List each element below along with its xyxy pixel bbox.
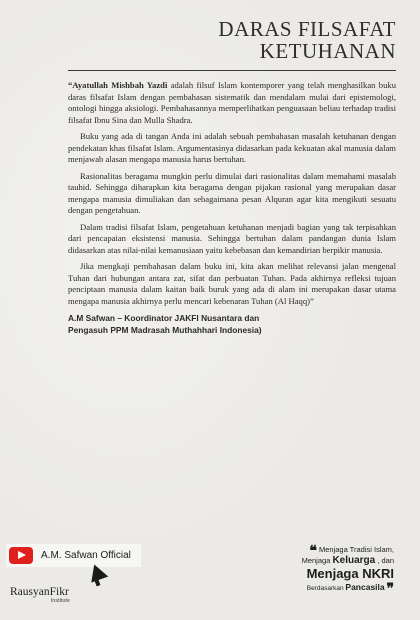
publisher-slogan bbox=[244, 542, 394, 596]
youtube-channel-badge[interactable] bbox=[6, 544, 141, 567]
open-quote-icon: ❝ bbox=[309, 542, 317, 558]
endorser-signature bbox=[68, 312, 396, 336]
signature-line-2: Pengasuh PPM Madrasah Muthahhari Indonesia) bbox=[68, 325, 262, 335]
blurb-paragraph-5: Jika mengkaji pembahasan dalam buku ini, kita akan melihat relevansi jalan mengenal Tuhan dari hubungan antara zat, sifat dan perbuatan Tuhan. Pada akhirnya refleksi tujuan penciptaan manusia dalam kaitan baik buruk yang ada di alam ini merupakan dasar utama mengapa manusia akhirnya perlu mencari kebenaran Tuhan (Al Haqq)” bbox=[68, 261, 396, 306]
slogan-line-4: Berdasarkan Pancasila ❞ bbox=[306, 580, 394, 596]
book-title-line-2: KETUHANAN bbox=[259, 39, 396, 63]
blurb-text bbox=[68, 80, 396, 336]
slogan-line-1: ❝ Menjaga Tradisi Islam, bbox=[309, 542, 394, 558]
slogan-line-3: Menjaga NKRI bbox=[306, 566, 394, 581]
publisher-logo bbox=[10, 586, 72, 604]
publisher-name: RausyanFikr bbox=[10, 586, 69, 598]
channel-label: A.M. Safwan Official bbox=[41, 550, 131, 561]
blurb-paragraph-4: Dalam tradisi filsafat Islam, pengetahuan ketuhanan menjadi bagian yang tak terpisahkan dari pencapaian eksistensi manusia. Sehingga bertuhan dalam pandangan dunia Islam didasarkan atas nilai-nilai kemanusiaan yaitu kebebasan dan kemandirian berpikir manusia. bbox=[68, 221, 396, 255]
youtube-icon bbox=[9, 547, 33, 564]
author-name: “Ayatullah Mishbah Yazdi bbox=[68, 80, 168, 90]
book-title-line-1: DARAS FILSAFAT bbox=[218, 17, 396, 41]
slogan-line-2: Menjaga Keluarga , dan bbox=[301, 555, 394, 566]
signature-line-1: A.M Safwan – Koordinator JAKFI Nusantara dan bbox=[68, 313, 260, 323]
publisher-subtitle: Institute bbox=[50, 598, 70, 604]
blurb-paragraph-3: Rasionalitas beragama mungkin perlu dimulai dari rasionalitas dalam memahami masalah tauhid. Sehingga diharapkan kita beragama dengan pijakan rasional yang merupakan dasar mengapa manusia dimuliakan dan sebagaimana pesan Alquran agar kita mengikuti sesuatu dengan pengetahuan. bbox=[68, 170, 396, 215]
blurb-paragraph-2: Buku yang ada di tangan Anda ini adalah sebuah pembahasan masalah ketuhanan dengan pendekatan khas filsafat Islam. Argumentasinya didasarkan pada kekuatan akal manusia dalam menjawab alasan mengapa manusia harus bertuhan. bbox=[68, 131, 396, 164]
blurb-paragraph-1: “Ayatullah Mishbah Yazdi adalah filsuf Islam kontemporer yang telah menghasilkan buku daras filsafat Islam dengan pembahasan sistematik dan mendalam mulai dari epistemologi, ontologi hingga aksiologi. Pembahasannya memperlihatkan penguasaan beliau terhadap tradisi filsafat Ibnu Sina dan Mulla Shadra. bbox=[68, 80, 396, 125]
title-divider bbox=[68, 70, 396, 71]
close-quote-icon: ❞ bbox=[386, 580, 394, 596]
book-title bbox=[136, 18, 396, 62]
